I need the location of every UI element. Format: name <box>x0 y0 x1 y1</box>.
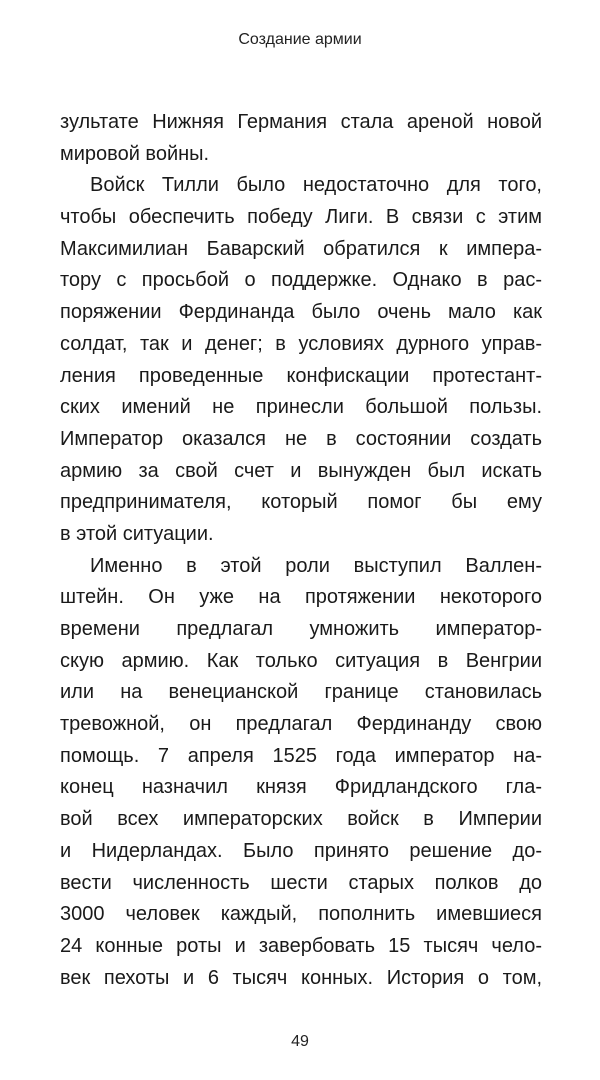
text-line: зультате Нижняя Германия стала ареной новой <box>60 111 542 133</box>
text-line: времени предлагал умножить император- <box>60 618 542 640</box>
text-line: помощь. 7 апреля 1525 года император на- <box>60 744 542 767</box>
text-line: вести численность шести старых полков до <box>60 871 542 894</box>
paragraph <box>60 107 542 170</box>
text-line: ления проведенные конфискации протестант- <box>60 364 542 387</box>
running-head-title: Создание армии <box>238 31 362 48</box>
text-line: тревожной, он предлагал Фердинанду свою <box>60 713 542 736</box>
text-line: предпринимателя, который помог бы ему <box>60 491 542 514</box>
text-line: конец назначил князя Фридландского гла- <box>60 776 542 799</box>
page-number: 49 <box>291 1033 309 1050</box>
text-line: ских имений не принесли большой пользы. <box>60 396 542 419</box>
text-line: тору с просьбой о поддержке. Однако в рас- <box>60 269 542 292</box>
text-line: Войск Тилли было недостаточно для того, <box>90 174 542 197</box>
text-line: чтобы обеспечить победу Лиги. В связи с этим <box>60 206 542 229</box>
text-line: скую армию. Как только ситуация в Венгрии <box>60 649 542 672</box>
text-line: поряжении Фердинанда было очень мало как <box>60 301 542 324</box>
text-line: или на венецианской границе становилась <box>60 681 542 704</box>
body-text <box>60 107 542 994</box>
paragraph <box>60 170 542 550</box>
text-line: Именно в этой роли выступил Валлен- <box>90 554 542 577</box>
text-line: штейн. Он уже на протяжении некоторого <box>60 586 542 609</box>
text-line: в этой ситуации. <box>60 522 214 545</box>
text-line: 24 конные роты и завербовать 15 тысяч чело- <box>60 934 542 957</box>
text-line: век пехоты и 6 тысяч конных. История о том, <box>60 966 542 989</box>
text-line: армию за свой счет и вынужден был искать <box>60 459 542 482</box>
text-line: мировой войны. <box>60 142 210 165</box>
text-line: Максимилиан Баварский обратился к импера- <box>60 237 542 260</box>
text-line: и Нидерландах. Было принято решение до- <box>60 839 542 862</box>
paragraph <box>60 551 542 995</box>
text-line: вой всех императорских войск в Империи <box>60 808 542 831</box>
text-line: солдат, так и денег; в условиях дурного управ- <box>60 332 542 355</box>
text-line: Император оказался не в состоянии создать <box>60 427 542 450</box>
text-line: 3000 человек каждый, пополнить имевшиеся <box>60 903 542 926</box>
